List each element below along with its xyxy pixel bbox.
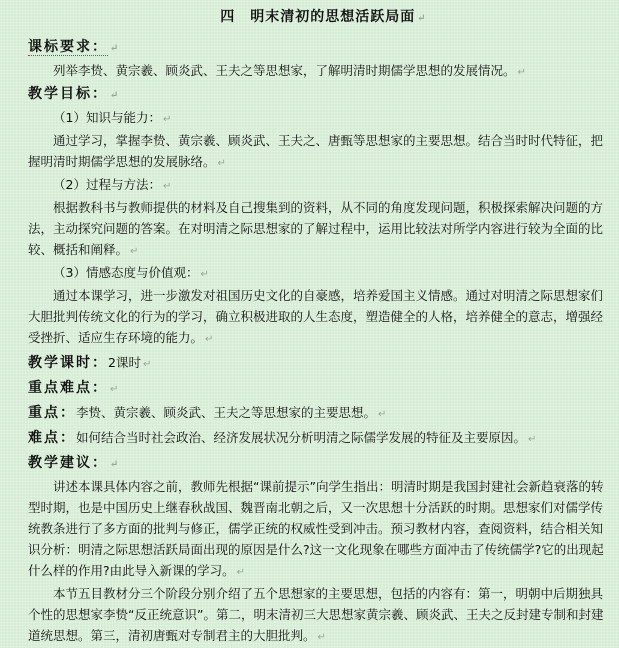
paragraph-mark-icon: ↵ [417, 13, 427, 24]
process-text [28, 197, 605, 262]
requirement-heading-text: 课标要求： [28, 39, 108, 55]
knowledge-text [28, 130, 605, 174]
paragraph-mark-icon: ↵ [110, 43, 121, 54]
objectives-heading [28, 83, 605, 107]
key-points-heading: 重点难点： [28, 380, 108, 396]
emotion-text [28, 285, 605, 350]
paragraph-mark-icon: ↵ [142, 359, 152, 370]
paragraph-mark-icon: ↵ [200, 269, 209, 280]
difficulty-line [28, 427, 605, 450]
suggestions-paragraph-2 [28, 583, 605, 648]
requirement-text-body: 列举李贽、黄宗羲、顾炎武、王夫之等思想家，了解明清时期儒学思想的发展情况。 [53, 63, 516, 78]
paragraph-mark-icon: ↵ [378, 409, 387, 420]
focus-text: 李贽、黄宗羲、顾炎武、王夫之等思想家的主要思想。 [76, 405, 377, 420]
process-label [28, 174, 605, 197]
suggestions-heading-text: 教学建议： [28, 455, 108, 471]
paragraph-mark-icon: ↵ [162, 114, 172, 125]
paragraph-mark-icon: ↵ [528, 434, 537, 445]
paragraph-mark-icon: ↵ [517, 67, 526, 78]
hours-value: 2课时 [108, 355, 141, 370]
requirement-heading [28, 36, 605, 60]
hours-heading: 教学课时： [28, 355, 108, 371]
emotion-text-body: 通过本课学习，进一步激发对祖国历史文化的自豪感，培养爱国主义情感。通过对明清之际思想家们大胆批判传统文化的行为的学习，确立积极进取的人生态度，塑造健全的人格，培养健全的意志，增强经受挫折、适应生存环境的能力。 [28, 288, 604, 345]
emotion-label-text: （3）情感态度与价值观： [53, 265, 199, 280]
difficulty-text: 如何结合当时社会政治、经济发展状况分析明清之际儒学发展的特征及主要原因。 [76, 430, 527, 445]
knowledge-text-body: 通过学习，掌握李贽、黄宗羲、顾炎武、王夫之、唐甄等思想家的主要思想。结合当时时代特征，把握明清时期儒学思想的发展脉络。 [28, 133, 604, 169]
paragraph-mark-icon: ↵ [205, 334, 214, 345]
paragraph-mark-icon: ↵ [162, 181, 172, 192]
suggestions-paragraph-2-text: 本节五目教材分三个阶段分别介绍了五个思想家的主要思想，包括的内容有：第一，明朝中后期独具个性的思想家李贽“反正统意识”。第二，明末清初三大思想家黄宗羲、顾炎武、王夫之反封建专制和封建道统思想。第三，清初唐甄对专制君主的大胆批判。 [28, 586, 604, 643]
focus-line [28, 402, 605, 425]
document-title [28, 6, 605, 30]
knowledge-label [28, 107, 605, 130]
objectives-heading-text: 教学目标： [28, 86, 108, 102]
paragraph-mark-icon: ↵ [110, 90, 121, 101]
paragraph-mark-icon: ↵ [110, 384, 119, 395]
suggestions-heading [28, 452, 605, 476]
suggestions-paragraph-1-text: 讲述本课具体内容之前，教师先根据“课前提示”向学生指出：明清时期是我国封建社会新趋衰落的转型时期，也是中国历史上继春秋战国、魏晋南北朝之后，又一次思想十分活跃的时期。思想家们对儒学传统教条进行了多方面的批判与修正，儒学正统的权威性受到冲击。预习教材内容，查阅资料，结合相关知识分析：明清之际思想活跃局面出现的原因是什么?这一文化现象在哪些方面冲击了传统儒学?它的出现起什么样的作用?由此导入新课的学习。 [28, 479, 604, 578]
suggestions-paragraph-1 [28, 476, 605, 583]
knowledge-label-text: （1）知识与能力： [53, 110, 161, 125]
process-text-body: 根据教科书与教师提供的材料及自己搜集到的资料，从不同的角度发现问题，积极探索解决问题的方法，主动探究问题的答案。在对明清之际思想家的了解过程中，运用比较法对所学内容进行较为全面的比较、概括和阐释。 [28, 200, 604, 257]
paragraph-mark-icon: ↵ [110, 459, 121, 470]
requirement-text [28, 60, 605, 83]
paragraph-mark-icon: ↵ [236, 567, 246, 578]
focus-heading: 重点： [28, 405, 76, 421]
paragraph-mark-icon: ↵ [217, 158, 226, 169]
paragraph-mark-icon: ↵ [130, 246, 139, 257]
emotion-label [28, 262, 605, 285]
process-label-text: （2）过程与方法： [53, 177, 161, 192]
key-points-line [28, 377, 605, 400]
title-text: 四 明末清初的思想活跃局面 [220, 9, 416, 25]
hours-line [28, 352, 605, 375]
difficulty-heading: 难点： [28, 430, 76, 446]
paragraph-mark-icon: ↵ [317, 632, 326, 643]
